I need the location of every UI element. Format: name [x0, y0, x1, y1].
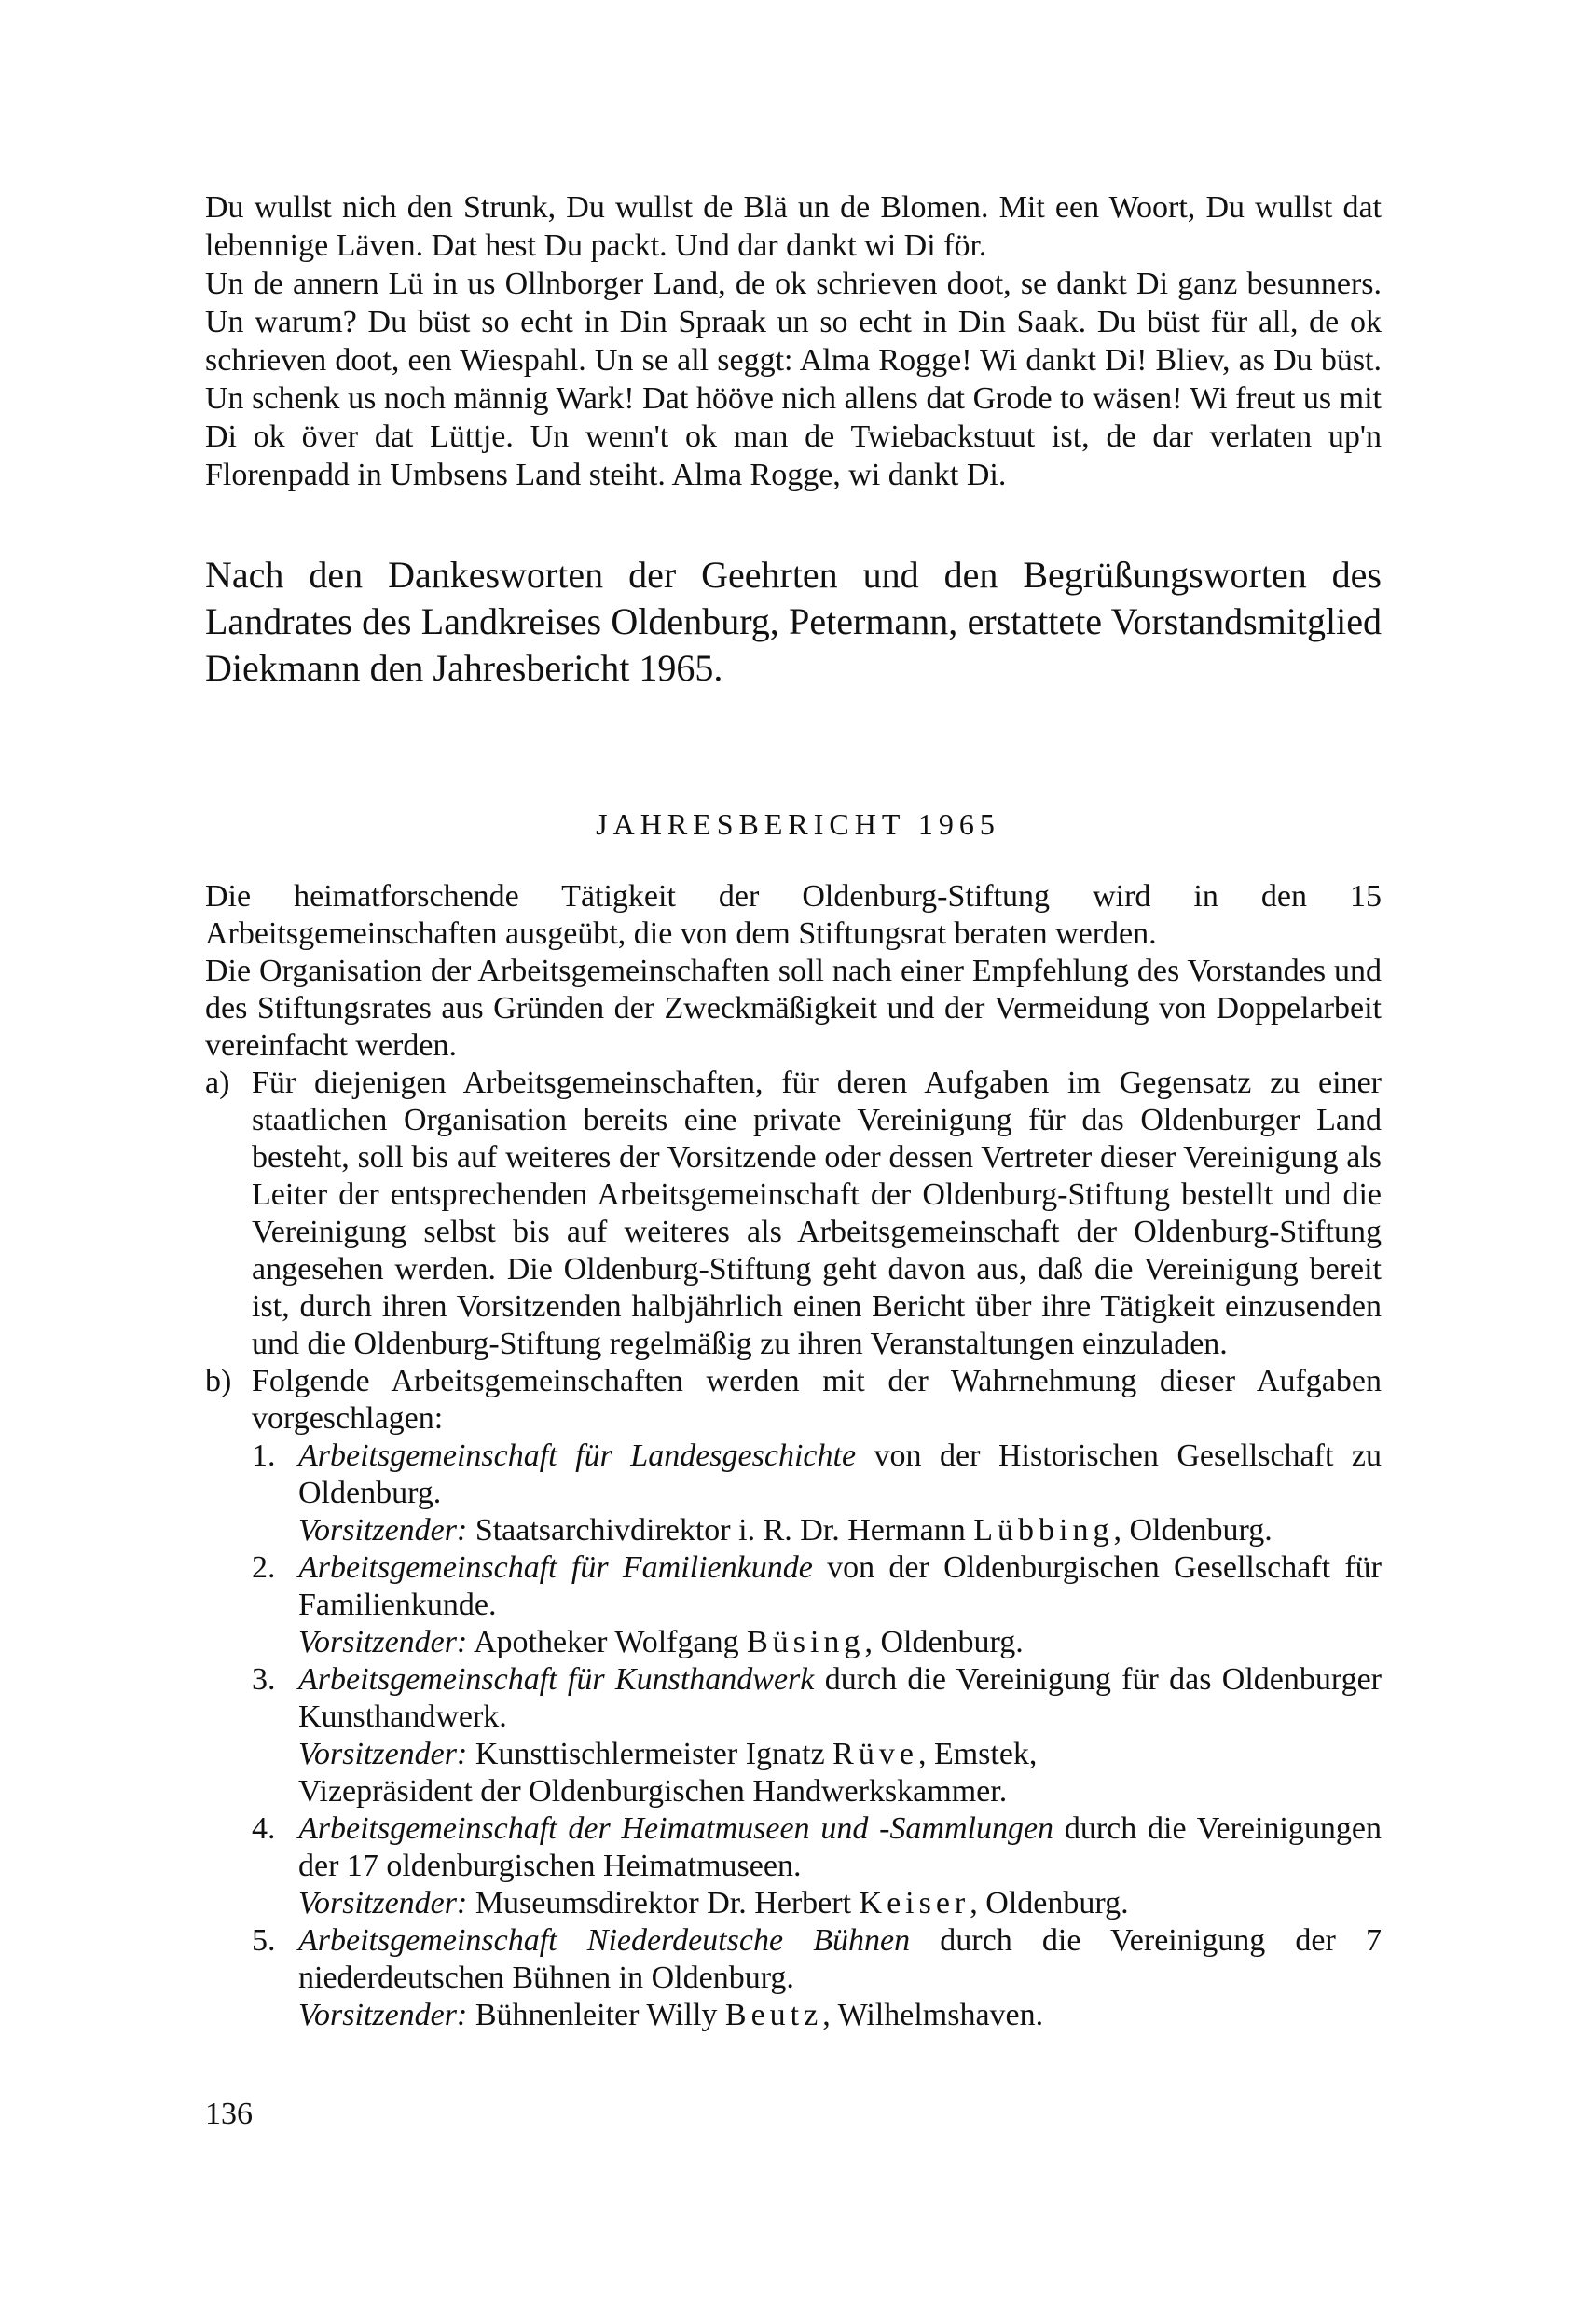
chair-name: Büsing [747, 1625, 865, 1659]
annual-report-body [205, 878, 1382, 2034]
address-paragraph-1: Du wullst nich den Strunk, Du wullst de Blä un de Blomen. Mit een Woort, Du wullst dat lebennige Läven. Dat hest Du packt. Und dar dankt wi Di för. [205, 190, 1382, 263]
chair-name: Rüve [832, 1737, 918, 1771]
report-paragraph-2: Die Organisation der Arbeitsgemeinschaften soll nach einer Empfehlung des Vorstandes und des Stiftungsrates aus Gründen der Zweckmäßigkeit und der Vermeidung von Doppelarbeit vereinfacht werden. [205, 954, 1382, 1063]
group-number: 4. [252, 1811, 276, 1846]
address-paragraph-2: Un de annern Lü in us Ollnborger Land, de ok schrieven doot, se dankt Di ganz besunners. Un warum? Du büst so echt in Din Spraak un so echt in Din Saak. Du büst für all, de ok schrieven doot, een Wiespahl. Un se all seggt: Alma Rogge! Wi dankt Di! Bliev, as Du büst. Un schenk us noch männig Wark! Dat hööve nich allens dat Grode to wäsen! Wi freut us mit Di ok över dat Lüttje. Un wenn't ok man de Twiebackstuut ist, de dar verlaten up'n Florenpadd in Umbsens Land steiht. Alma Rogge, wi dankt Di. [205, 267, 1382, 492]
working-group-2 [205, 1549, 1382, 1661]
list-item-b [205, 1363, 1382, 1438]
group-number: 2. [252, 1550, 276, 1585]
group-description: durch die Vereinigung der 7 niederdeutschen Bühnen in Oldenburg. [298, 1923, 1382, 1995]
working-group-3 [205, 1661, 1382, 1810]
group-number: 1. [252, 1438, 276, 1473]
working-group-5 [205, 1922, 1382, 2034]
chair-location: , Wilhelmshaven. [822, 1998, 1044, 2032]
chair-label: Vorsitzender: [298, 1513, 468, 1548]
chair-title: Museumsdirektor Dr. Herbert [467, 1886, 860, 1920]
intro-paragraph-block [205, 552, 1382, 692]
group-title: Arbeitsgemeinschaft für Familienkunde [298, 1550, 813, 1585]
list-marker-b: b) [205, 1364, 232, 1398]
group-description: von der Oldenburgischen Gesellschaft für Familienkunde. [298, 1550, 1382, 1622]
report-paragraph-1: Die heimatforschende Tätigkeit der Oldenburg-Stiftung wird in den 15 Arbeitsgemeinschaften ausgeübt, die von dem Stiftungsrat beraten werden. [205, 879, 1382, 951]
chair-name: Beutz [724, 1998, 823, 2032]
chair-location: , Oldenburg. [864, 1625, 1024, 1659]
section-heading: JAHRESBERICHT 1965 [596, 807, 1000, 841]
chair-title: Apotheker Wolfgang [467, 1625, 748, 1659]
working-group-4 [205, 1810, 1382, 1922]
chair-title: Kunsttischlermeister Ignatz [467, 1737, 833, 1771]
chair-location: , Emstek, [917, 1737, 1038, 1771]
chair-label: Vorsitzender: [298, 1998, 468, 2032]
group-description: von der Historischen Gesellschaft zu Oldenburg. [298, 1438, 1382, 1510]
page-number: 136 [205, 2097, 253, 2131]
list-text-a: Für diejenigen Arbeitsgemeinschaften, für deren Aufgaben im Gegensatz zu einer staatlichen Organisation bereits eine private Vereinigung für das Oldenburger Land besteht, soll bis auf weiteres der Vorsitzende oder dessen Vertreter dieser Vereinigung als Leiter der entsprechenden Arbeitsgemeinschaft der Oldenburg-Stiftung bestellt und die Vereinigung selbst bis auf weiteres als Arbeitsgemeinschaft der Oldenburg-Stiftung angesehen werden. Die Oldenburg-Stiftung geht davon aus, daß die Vereinigung bereit ist, durch ihren Vorsitzenden halbjährlich einen Bericht über ihre Tätigkeit einzusenden und die Oldenburg-Stiftung regelmäßig zu ihren Veranstaltungen einzuladen. [252, 1066, 1382, 1361]
chair-extra-title: Vizepräsident der Oldenburgischen Handwerkskammer. [298, 1774, 1008, 1809]
chair-location: , Oldenburg. [970, 1886, 1129, 1920]
working-group-1 [205, 1438, 1382, 1549]
chair-name: Keiser [859, 1886, 970, 1920]
chair-name: Lübbing [973, 1513, 1114, 1548]
group-title: Arbeitsgemeinschaft für Landesgeschichte [298, 1438, 857, 1473]
chair-label: Vorsitzender: [298, 1737, 468, 1771]
group-title: Arbeitsgemeinschaft Niederdeutsche Bühnen [298, 1923, 911, 1958]
chair-title: Bühnenleiter Willy [467, 1998, 725, 2032]
group-description: durch die Vereinigungen der 17 oldenburgischen Heimatmuseen. [298, 1811, 1382, 1883]
list-marker-a: a) [205, 1066, 230, 1100]
intro-paragraph: Nach den Dankesworten der Geehrten und den Begrüßungsworten des Landrates des Landkreises Oldenburg, Petermann, erstattete Vorstandsmitglied Diekmann den Jahresbericht 1965. [205, 554, 1382, 689]
chair-label: Vorsitzender: [298, 1625, 468, 1659]
list-item-a [205, 1065, 1382, 1363]
group-title: Arbeitsgemeinschaft der Heimatmuseen und -Sammlungen [298, 1811, 1054, 1846]
chair-title: Staatsarchivdirektor i. R. Dr. Hermann [467, 1513, 974, 1548]
chair-label: Vorsitzender: [298, 1886, 468, 1920]
group-number: 3. [252, 1662, 276, 1697]
list-text-b: Folgende Arbeitsgemeinschaften werden mit der Wahrnehmung dieser Aufgaben vorgeschlagen: [252, 1364, 1382, 1436]
low-german-address [205, 188, 1382, 494]
group-description: durch die Vereinigung für das Oldenburger Kunsthandwerk. [298, 1662, 1382, 1734]
chair-location: , Oldenburg. [1113, 1513, 1273, 1548]
group-number: 5. [252, 1923, 276, 1958]
group-title: Arbeitsgemeinschaft für Kunsthandwerk [298, 1662, 815, 1697]
